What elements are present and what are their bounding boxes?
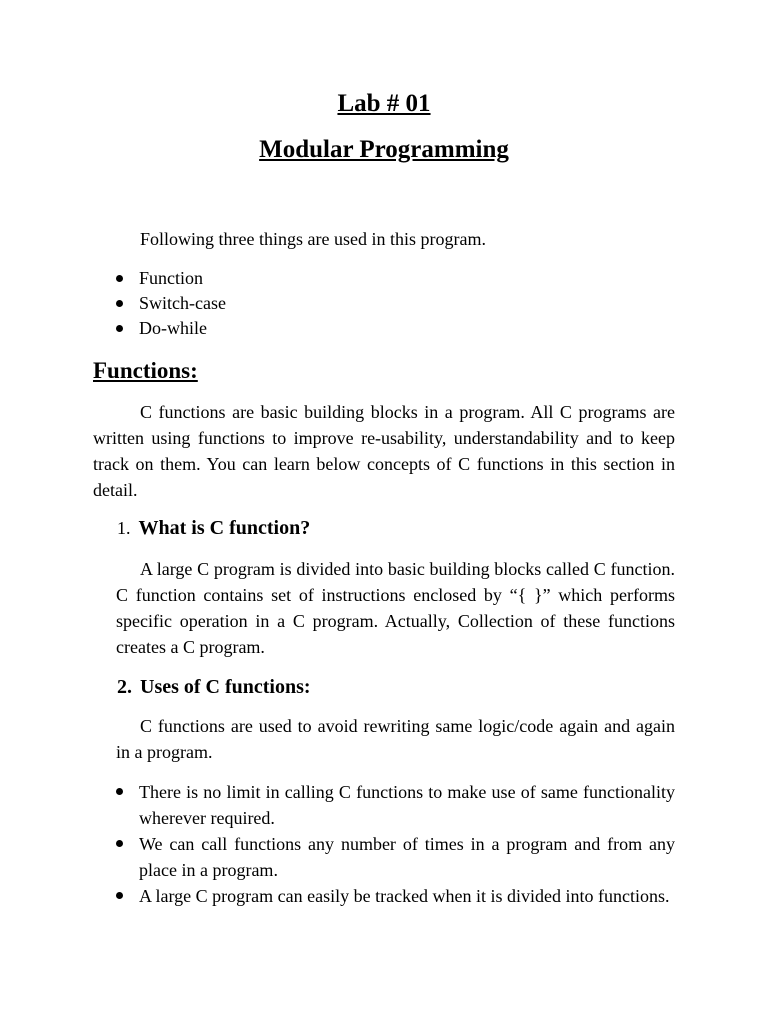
section-title: What is C function? — [138, 517, 311, 539]
lab-title: Lab # 01 — [337, 90, 431, 117]
list-item: Function — [115, 266, 226, 291]
section-number: 1. — [117, 518, 131, 538]
intro-list — [115, 266, 226, 341]
functions-heading: Functions: — [93, 358, 198, 383]
uses-heading — [117, 676, 311, 699]
list-item: We can call functions any number of times in a program and from any place in a program. — [115, 831, 675, 883]
section-number: 2. — [117, 676, 132, 698]
main-title: Modular Programming — [259, 136, 509, 163]
list-item: Do-while — [115, 316, 226, 341]
intro-text: Following three things are used in this program. — [140, 229, 486, 249]
section-title: Uses of C functions: — [140, 676, 311, 698]
uses-paragraph: C functions are used to avoid rewriting same logic/code again and again in a program. — [116, 716, 675, 762]
what-is-heading — [117, 517, 310, 540]
what-is-paragraph: A large C program is divided into basic building blocks called C function. C function contains set of instructions enclosed by “{ }” which performs specific operation in a C program. Actually, Collection of these functions creates a C program. — [116, 559, 675, 657]
list-item: Switch-case — [115, 291, 226, 316]
uses-list — [115, 779, 675, 909]
list-item: There is no limit in calling C functions to make use of same functionality wherever required. — [115, 779, 675, 831]
functions-paragraph: C functions are basic building blocks in a program. All C programs are written using functions to improve re-usability, understandability and to keep track on them. You can learn below concepts of C functions in this section in detail. — [93, 402, 675, 500]
list-item: A large C program can easily be tracked when it is divided into functions. — [115, 883, 675, 909]
